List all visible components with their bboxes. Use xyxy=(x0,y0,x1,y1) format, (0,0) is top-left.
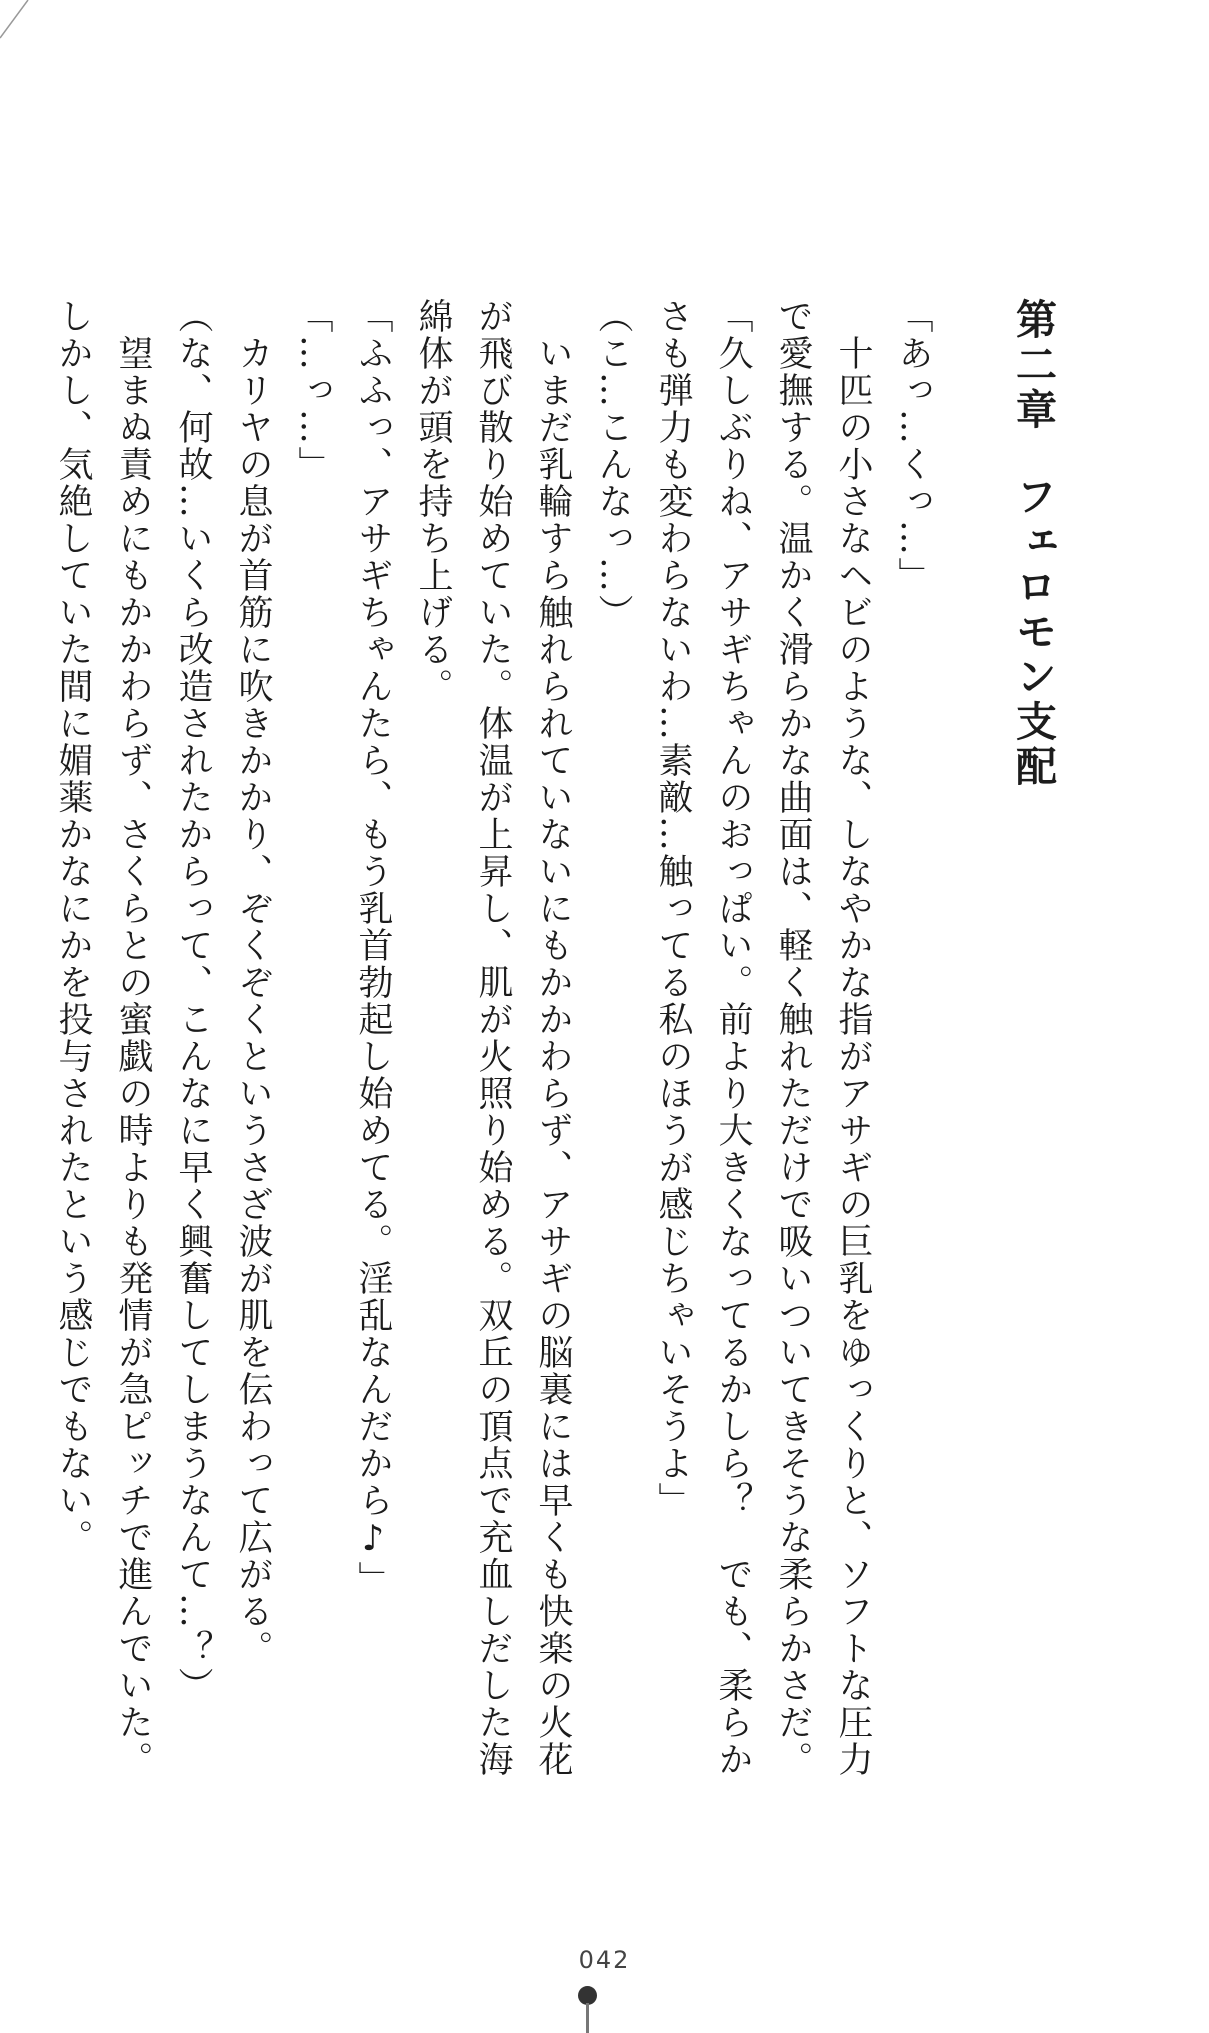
text-line: （こ…こんなっ…） xyxy=(593,298,633,631)
text-line: 「久しぶりね、アサギちゃんのおっぱい。前より大きくなってるかしら？ でも、柔らか xyxy=(713,298,753,1778)
page-marker-stem xyxy=(586,2003,589,2033)
text-line: 「ふふっ、アサギちゃんたら、もう乳首勃起し始めてる。淫乱なんだから♪」 xyxy=(353,298,393,1598)
text-line: いまだ乳輪すら触れられていないにもかかわらず、アサギの脳裏には早くも快楽の火花 xyxy=(533,298,573,1778)
body-text-block xyxy=(43,298,1063,1778)
text-line: 綿体が頭を持ち上げる。 xyxy=(413,298,453,705)
text-line: 望まぬ責めにもかかわらず、さくらとの蜜戯の時よりも発情が急ピッチで進んでいた。 xyxy=(113,298,153,1778)
text-line: 十匹の小さなヘビのような、しなやかな指がアサギの巨乳をゆっくりと、ソフトな圧力 xyxy=(833,298,873,1778)
chapter-heading xyxy=(1003,298,1063,1763)
text-line: （な、何故…いくら改造されたからって、こんなに早く興奮してしまうなんて…？） xyxy=(173,298,213,1704)
text-line: で愛撫する。温かく滑らかな曲面は、軽く触れただけで吸いついてきそうな柔らかさだ。 xyxy=(773,298,813,1778)
text-line: しかし、気絶していた間に媚薬かなにかを投与されたという感じでもない。 xyxy=(53,298,93,1556)
chapter-title: フェロモン支配 xyxy=(1009,475,1057,790)
page-corner-mark xyxy=(0,0,40,40)
text-line: カリヤの息が首筋に吹きかかり、ぞくぞくというさざ波が肌を伝わって広がる。 xyxy=(233,298,273,1667)
text-line: 「あっ…くっ…」 xyxy=(893,298,933,594)
text-line: さも弾力も変わらないわ…素敵…触ってる私のほうが感じちゃいそうよ」 xyxy=(653,298,693,1519)
chapter-number: 第二章 xyxy=(1009,298,1057,433)
page-number: 042 xyxy=(578,1946,631,1974)
text-line: が飛び散り始めていた。体温が上昇し、肌が火照り始める。双丘の頂点で充血しだした海 xyxy=(473,298,513,1778)
text-line: 「…っ…」 xyxy=(293,298,333,483)
